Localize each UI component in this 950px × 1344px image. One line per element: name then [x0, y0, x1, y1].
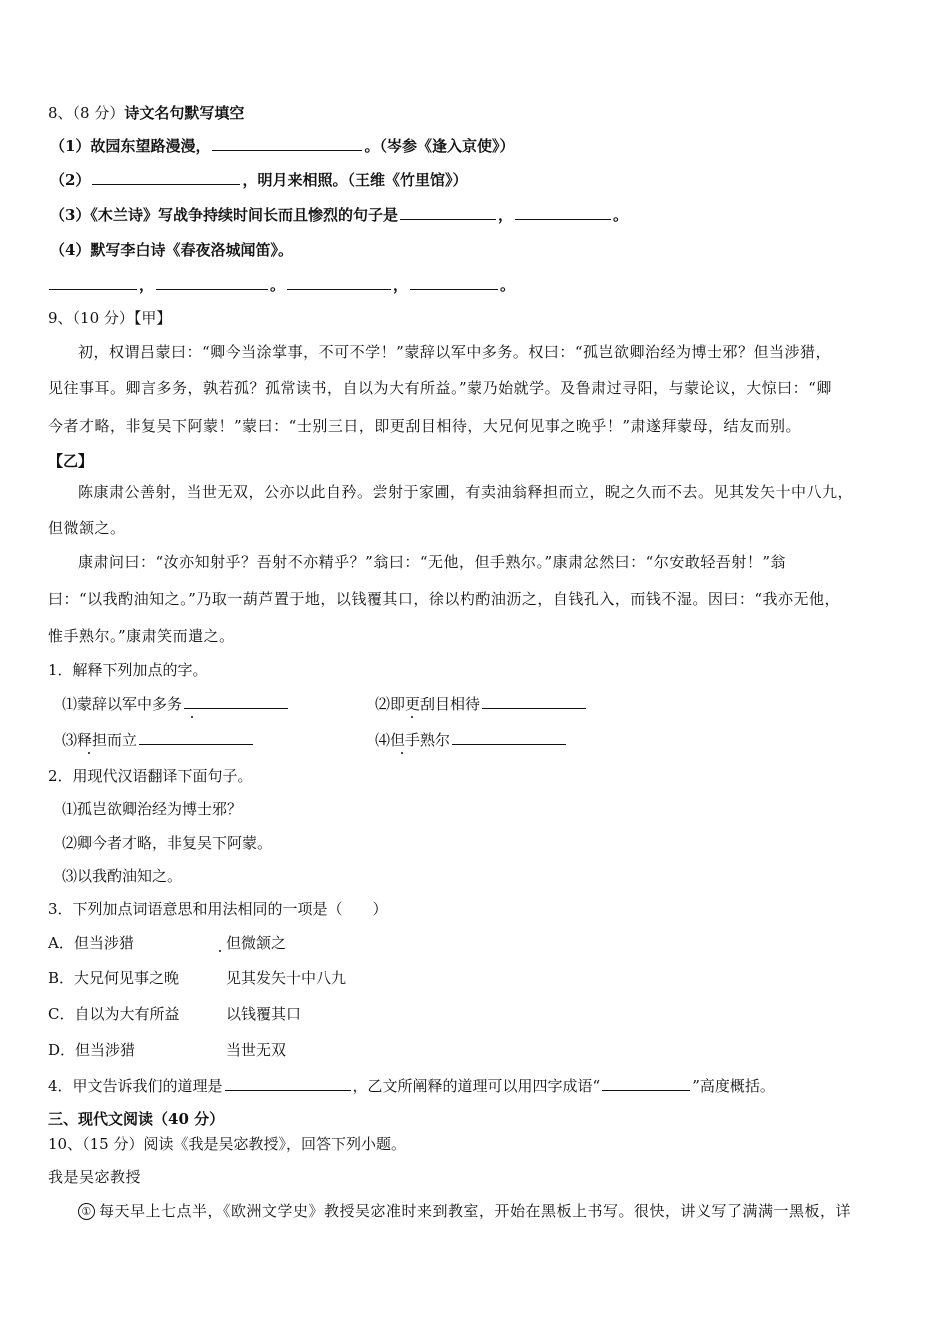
subquestion-3: 3．下列加点词语意思和用法相同的一项是（ ）: [48, 900, 388, 918]
article-title: 我是吴宓教授: [48, 1168, 142, 1186]
option-b-right: 见其发矢十中八九: [226, 969, 347, 987]
answer-blank[interactable]: [287, 275, 391, 290]
sub2-item-1: ⑴孤岂欲卿治经为博士邪？: [62, 800, 243, 818]
period: 。: [500, 276, 516, 294]
yi-label: 【乙】: [48, 452, 94, 470]
sub1-item-4: [375, 730, 568, 750]
paragraph-number-1: ①: [78, 1203, 95, 1220]
sub1-item-2: [375, 694, 588, 714]
article-paragraph-1-text: 每天早上七点半，《欧洲文学史》教授吴宓准时来到教室，开始在黑板上书写。很快，讲义写了满满一黑板，详: [99, 1202, 852, 1220]
answer-blank[interactable]: [410, 275, 498, 290]
sub1-item-1: [62, 694, 290, 714]
q8-line-2: [50, 170, 467, 190]
answer-blank[interactable]: [156, 275, 268, 290]
q8-header: [48, 103, 244, 123]
option-d-left[interactable]: D．但当涉猎: [48, 1041, 136, 1059]
answer-blank[interactable]: [212, 136, 362, 151]
sub1-item-4-text: ⑷但手熟尔: [375, 731, 451, 749]
comma: ，: [497, 206, 513, 224]
q8-line-4: （4）默写李白诗《春夜洛城闻笛》。: [50, 241, 293, 259]
sub2-item-2: ⑵卿今者才略，非复吴下阿蒙。: [62, 834, 273, 852]
sub4-text-a: 4．甲文告诉我们的道理是: [48, 1077, 223, 1095]
answer-blank[interactable]: [139, 730, 253, 745]
sub2-item-3: ⑶以我酌油知之。: [62, 867, 183, 885]
yi-paragraph-line-2: 但微颔之。: [48, 519, 126, 537]
comma: ，: [139, 276, 155, 294]
sub1-item-1-text: ⑴蒙辞以军中多务: [62, 695, 183, 713]
q8-line-2-text: ，明月来相照。（王维《竹里馆》）: [242, 171, 468, 189]
q8-line-2-num: （2）: [50, 171, 91, 189]
q8-line-1: [50, 136, 514, 156]
jia-paragraph-line-2: 见往事耳。卿言多务，孰若孤？孤常读书，自以为大有所益。”蒙乃始就学。及鲁肃过寻阳，与蒙论议，大惊曰：“卿: [48, 379, 832, 397]
sub1-item-2-text: ⑵即更刮目相待: [375, 695, 481, 713]
q8-title: 诗文名句默写填空: [124, 104, 245, 122]
article-paragraph-1: [78, 1201, 851, 1221]
period: 。: [270, 276, 286, 294]
q8-line-3: [50, 205, 628, 225]
option-b-left[interactable]: B．大兄何见事之晚: [48, 969, 180, 987]
q10-header: 10、（15 分）阅读《我是吴宓教授》，回答下列小题。: [48, 1135, 406, 1153]
sub1-item-3-text: ⑶释担而立: [62, 731, 138, 749]
q8-line-1-source: 。（岑参《逢入京使》）: [364, 137, 515, 155]
q8-line-5: [47, 275, 515, 295]
yi-paragraph-line-1: 陈康肃公善射，当世无双，公亦以此自矜。尝射于家圃，有卖油翁释担而立，睨之久而不去。见其发矢十中八九，: [78, 483, 854, 501]
jia-paragraph-line-1: 初，权谓吕蒙曰：“卿今当涂掌事，不可不学！”蒙辞以军中多务。权曰：“孤岂欲卿治经为博士邪？但当涉猎，: [78, 343, 832, 361]
emphasis-dot: [401, 752, 403, 754]
option-a-right: 但微颔之: [226, 934, 287, 952]
answer-blank[interactable]: [92, 170, 240, 185]
jia-paragraph-line-3: 今者才略，非复吴下阿蒙！”蒙曰：“士别三日，即更刮目相待，大兄何见事之晚乎！”肃遂拜蒙母，结友而别。: [48, 417, 802, 435]
option-c-right: 以钱覆其口: [226, 1005, 302, 1023]
answer-blank[interactable]: [452, 730, 566, 745]
emphasis-dot: [191, 716, 193, 718]
option-a-left[interactable]: A．但当涉猎: [48, 934, 134, 952]
q8-line-3-text: （3）《木兰诗》写战争持续时间长而且惨烈的句子是: [50, 206, 398, 224]
answer-blank[interactable]: [602, 1076, 690, 1091]
subquestion-1: 1．解释下列加点的字。: [48, 661, 208, 679]
section-3-title: 三、现代文阅读（40 分）: [48, 1110, 225, 1128]
comma: ，: [393, 276, 409, 294]
option-c-left[interactable]: C．自以为大有所益: [48, 1005, 180, 1023]
q8-number: 8、（8 分）: [48, 104, 125, 122]
answer-blank[interactable]: [400, 205, 496, 220]
answer-blank[interactable]: [482, 694, 586, 709]
emphasis-dot: [88, 752, 90, 754]
answer-blank[interactable]: [49, 275, 137, 290]
answer-blank[interactable]: [184, 694, 288, 709]
answer-blank[interactable]: [515, 205, 611, 220]
period: 。: [612, 206, 628, 224]
answer-blank[interactable]: [225, 1076, 351, 1091]
q9-header: 9、（10 分）【甲】: [48, 309, 172, 327]
sub4-text-c: ”高度概括。: [692, 1077, 775, 1095]
yi-paragraph-line-5: 惟手熟尔。”康肃笑而遣之。: [48, 627, 235, 645]
q8-line-1-text: （1）故园东望路漫漫，: [50, 137, 211, 155]
sub4-text-b: ，乙文所阐释的道理可以用四字成语“: [352, 1077, 601, 1095]
emphasis-dot: [411, 716, 413, 718]
yi-paragraph-line-4: 曰：“以我酌油知之。”乃取一葫芦置于地，以钱覆其口，徐以杓酌油沥之，自钱孔入，而钱不湿。因曰：“我亦无他，: [48, 590, 841, 608]
option-d-right: 当世无双: [226, 1041, 287, 1059]
emphasis-dot: [219, 950, 221, 952]
sub1-item-3: [62, 730, 255, 750]
subquestion-2: 2．用现代汉语翻译下面句子。: [48, 767, 253, 785]
subquestion-4: [48, 1076, 775, 1096]
yi-paragraph-line-3: 康肃问曰：“汝亦知射乎？吾射不亦精乎？”翁曰：“无他，但手熟尔。”康肃忿然曰：“尔安敢轻吾射！”翁: [78, 553, 787, 571]
